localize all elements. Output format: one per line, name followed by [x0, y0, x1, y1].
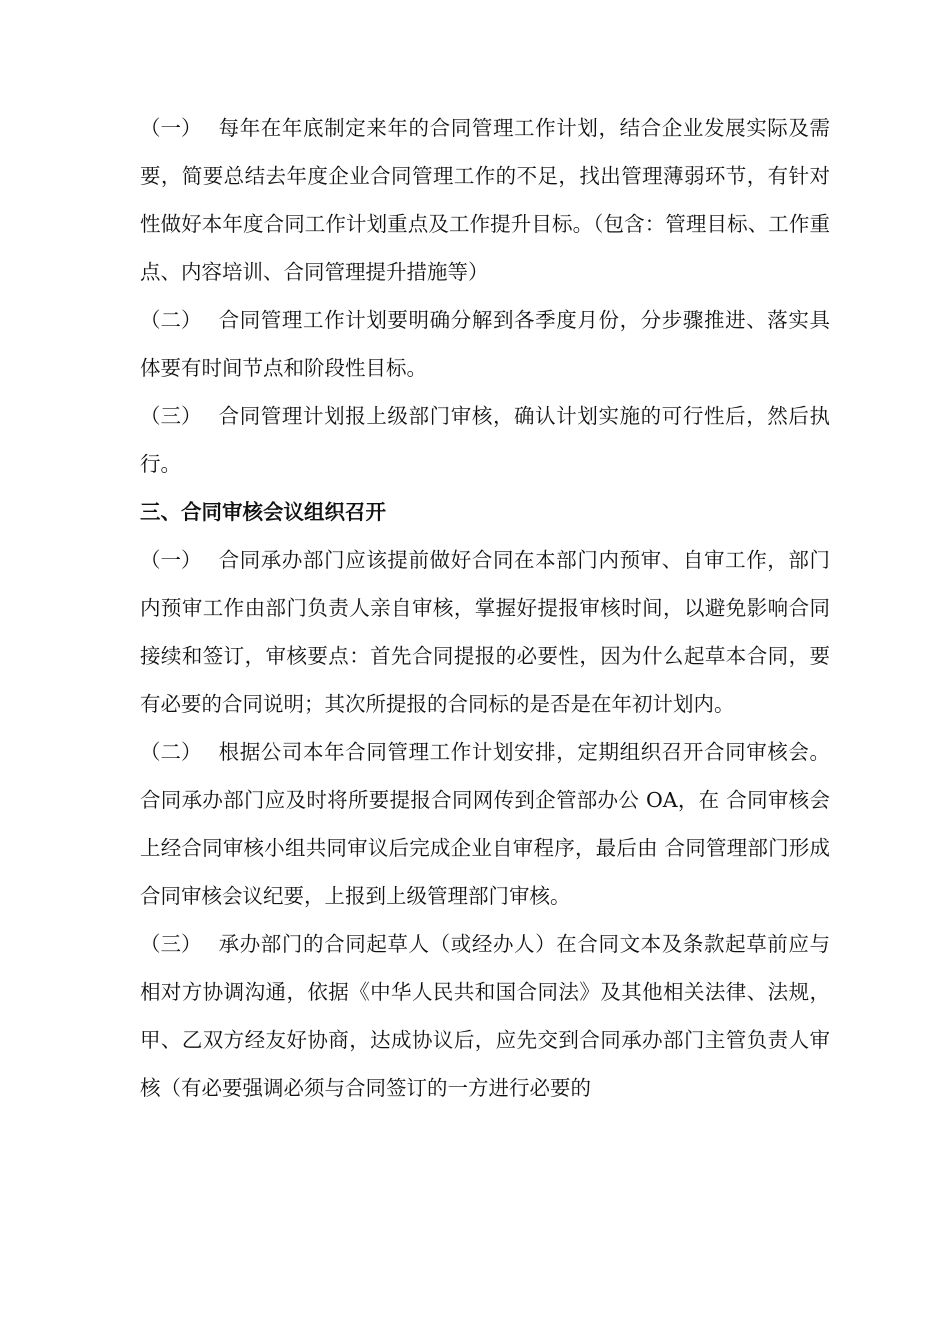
- item-text: 合同管理工作计划要明确分解到各季度月份，分步骤推进、落实具体要有时间节点和阶段性目标。: [140, 308, 830, 380]
- item-text: 根据公司本年合同管理工作计划安排，定期组织召开合同审核会。合同承办部门应及时将所要提报合同网传到企管部办公 OA，在 合同审核会上经合同审核小组共同审议后完成企业自审程序，最后由 合同管理部门形成合同审核会议纪要，上报到上级管理部门审核。: [140, 740, 830, 908]
- item-text: 承办部门的合同起草人（或经办人）在合同文本及条款起草前应与相对方协调沟通，依据《中华人民共和国合同法》及其他相关法律、法规，甲、乙双方经友好协商，达成协议后，应先交到合同承办部门主管负责人审核（有必要强调必须与合同签订的一方进行必要的: [140, 932, 830, 1100]
- section-paragraph-1: [140, 536, 830, 728]
- document-page: [140, 104, 830, 1112]
- item-number: （三）: [140, 932, 202, 956]
- paragraph-item-3: [140, 392, 830, 488]
- item-number: （三）: [140, 404, 202, 428]
- section-heading: 三、合同审核会议组织召开: [140, 500, 386, 524]
- item-text: 合同管理计划报上级部门审核，确认计划实施的可行性后，然后执行。: [140, 404, 830, 476]
- item-text: 合同承办部门应该提前做好合同在本部门内预审、自审工作，部门内预审工作由部门负责人亲自审核，掌握好提报审核时间，以避免影响合同接续和签订，审核要点：首先合同提报的必要性，因为什么起草本合同，要有必要的合同说明；其次所提报的合同标的是否是在年初计划内。: [140, 548, 830, 716]
- item-number: （一）: [140, 116, 202, 140]
- paragraph-item-2: [140, 296, 830, 392]
- item-text: 每年在年底制定来年的合同管理工作计划，结合企业发展实际及需要，简要总结去年度企业合同管理工作的不足，找出管理薄弱环节，有针对性做好本年度合同工作计划重点及工作提升目标。（包含：管理目标、工作重点、内容培训、合同管理提升措施等）: [140, 116, 830, 284]
- section-paragraph-2: [140, 728, 830, 920]
- item-number: （二）: [140, 740, 202, 764]
- paragraph-item-1: [140, 104, 830, 296]
- item-number: （二）: [140, 308, 202, 332]
- item-number: （一）: [140, 548, 202, 572]
- section-paragraph-3: [140, 920, 830, 1112]
